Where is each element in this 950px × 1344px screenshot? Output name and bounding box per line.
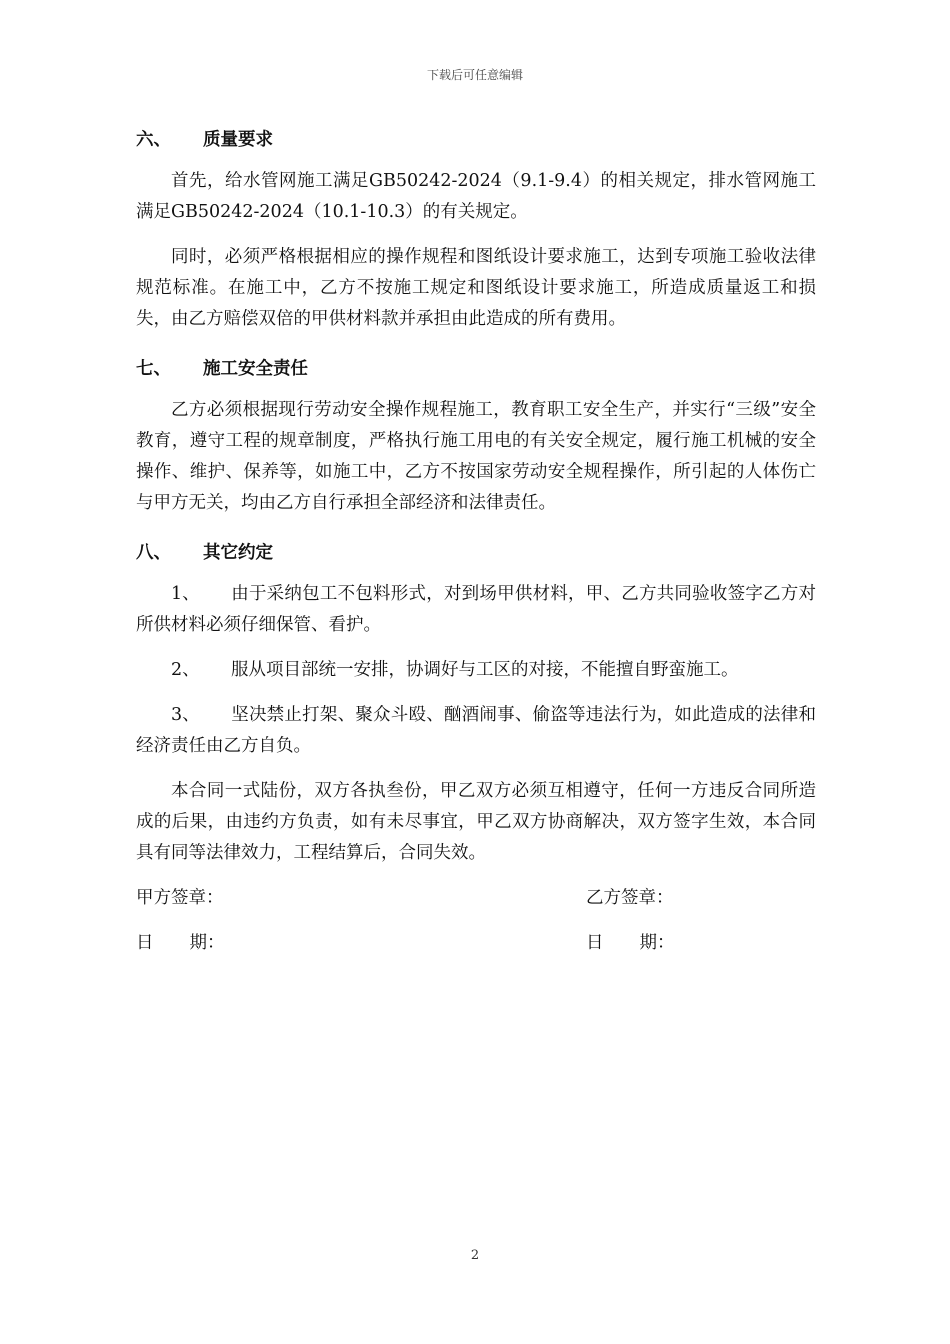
- section-title: 质量要求: [203, 130, 273, 150]
- list-item-text: 服从项目部统一安排，协调好与工区的对接，不能擅自野蛮施工。: [231, 660, 739, 680]
- section-title: 施工安全责任: [203, 359, 308, 379]
- party-b-date-label: [586, 928, 675, 959]
- date-row: [136, 928, 816, 959]
- date-char: 期：: [639, 933, 675, 953]
- page-number: 2: [470, 1248, 480, 1263]
- date-char: 期：: [189, 933, 225, 953]
- list-item-number: 3、: [171, 705, 200, 725]
- document-body: [136, 120, 816, 973]
- section-title: 其它约定: [203, 543, 273, 563]
- date-char: 日: [136, 933, 154, 953]
- closing-paragraph: 本合同一式陆份，双方各执叁份，甲乙双方必须互相遵守，任何一方违反合同所造成的后果，由违约方负责，如有未尽事宜，甲乙双方协商解决，双方签字生效，本合同具有同等法律效力，工程结算后，合同失效。: [136, 781, 816, 863]
- party-a-signature-label: 甲方签章：: [136, 888, 224, 908]
- section-number: 八、: [136, 543, 171, 563]
- paragraph: 首先，给水管网施工满足GB50242-2024（9.1-9.4）的相关规定，排水管网施工满足GB50242-2024（10.1-10.3）的有关规定。: [136, 171, 816, 222]
- signature-row: [136, 883, 816, 914]
- section-heading-quality: [136, 120, 816, 160]
- list-item-number: 2、: [171, 660, 200, 680]
- paragraph: 同时，必须严格根据相应的操作规程和图纸设计要求施工，达到专项施工验收法律规范标准。在施工中，乙方不按施工规定和图纸设计要求施工，所造成质量返工和损失，由乙方赔偿双倍的甲供材料款并承担由此造成的所有费用。: [136, 247, 816, 329]
- list-item: [136, 700, 816, 762]
- party-b-signature-label: 乙方签章：: [586, 888, 674, 908]
- list-item: [136, 579, 816, 641]
- date-char: 日: [586, 933, 604, 953]
- section-number: 七、: [136, 359, 171, 379]
- party-a-date-label: [136, 928, 225, 959]
- list-item: [136, 655, 816, 686]
- section-heading-other: [136, 533, 816, 573]
- list-item-number: 1、: [171, 584, 200, 604]
- page-header: 下载后可任意编辑: [426, 68, 523, 82]
- paragraph: 乙方必须根据现行劳动安全操作规程施工，教育职工安全生产，并实行“三级”安全教育，遵守工程的规章制度，严格执行施工用电的有关安全规定，履行施工机械的安全操作、维护、保养等，如施工中，乙方不按国家劳动安全规程操作，所引起的人体伤亡与甲方无关，均由乙方自行承担全部经济和法律责任。: [136, 400, 816, 513]
- section-heading-safety: [136, 349, 816, 389]
- list-item-text: 由于采纳包工不包料形式，对到场甲供材料，甲、乙方共同验收签字乙方对所供材料必须仔细保管、看护。: [136, 584, 816, 635]
- section-number: 六、: [136, 130, 171, 150]
- list-item-text: 坚决禁止打架、聚众斗殴、酗酒闹事、偷盗等违法行为，如此造成的法律和经济责任由乙方自负。: [136, 705, 816, 756]
